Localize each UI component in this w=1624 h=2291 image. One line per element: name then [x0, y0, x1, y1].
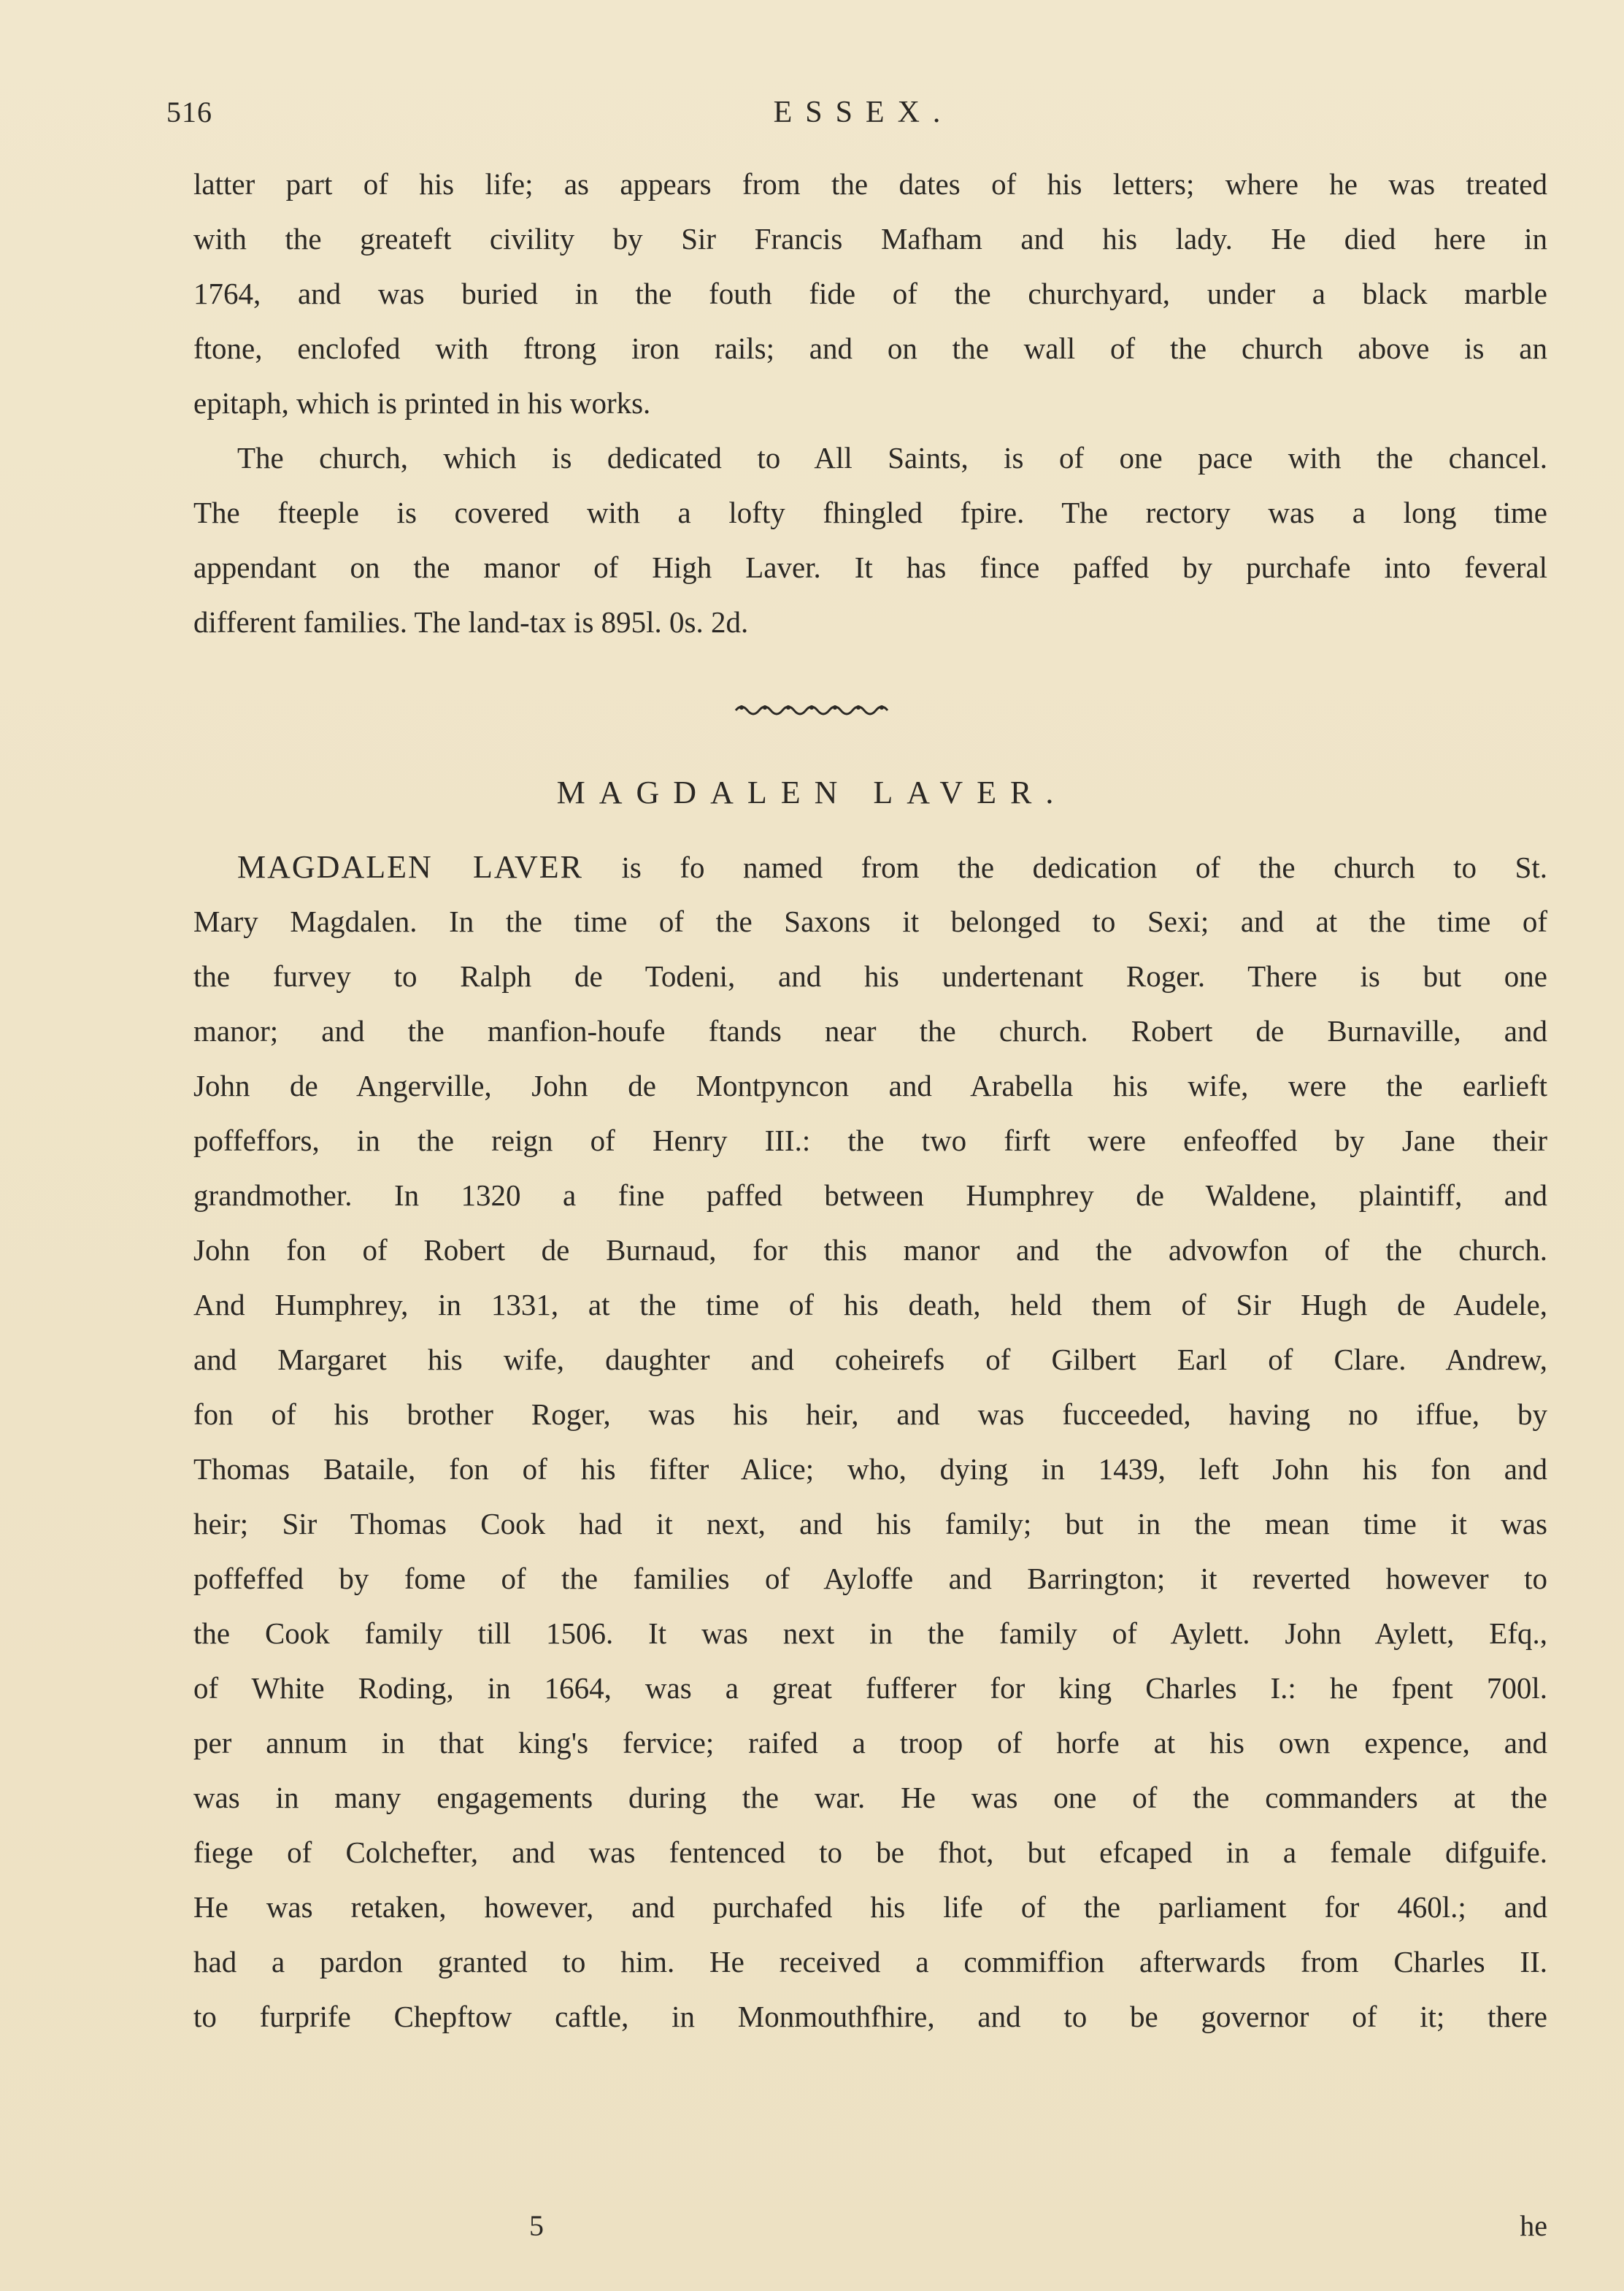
text-line: was in many engagements during the war. He was one of the commanders at the	[193, 1781, 1547, 1814]
text-line: latter part of his life; as appears from the dates of his letters; where he was treated	[193, 167, 1547, 201]
section-title: MAGDALEN LAVER.	[556, 775, 1068, 810]
section-paragraph	[193, 840, 1547, 2044]
printer-ornament-icon	[732, 697, 893, 719]
text-line: fon of his brother Roger, was his heir, and was fucceeded, having no iffue, by	[193, 1397, 1547, 1431]
text-line: the Cook family till 1506. It was next in the family of Aylett. John Aylett, Efq.,	[193, 1616, 1547, 1650]
text-line: manor; and the manfion-houfe ftands near the church. Robert de Burnaville, and	[193, 1014, 1547, 1048]
text-line-rest: is fo named from the dedication of the church to St.	[583, 851, 1548, 884]
text-line: epitaph, which is printed in his works.	[193, 386, 651, 420]
text-line: fiege of Colchefter, and was fentenced to be fhot, but efcaped in a female difguife.	[193, 1835, 1547, 1869]
text-line: appendant on the manor of High Laver. It has fince paffed by purchafe into feveral	[193, 550, 1547, 584]
text-line: Mary Magdalen. In the time of the Saxons it belonged to Sexi; and at the time of	[193, 905, 1547, 938]
text-line: The fteeple is covered with a lofty fhingled fpire. The rectory was a long time	[193, 496, 1547, 529]
text-line: He was retaken, however, and purchafed his life of the parliament for 460l.; and	[193, 1890, 1547, 1924]
text-line	[193, 840, 1547, 894]
running-head: ESSEX.	[773, 96, 954, 129]
text-line: different families. The land-tax is 895l. 0s. 2d.	[193, 605, 749, 639]
page-footer	[193, 2209, 1547, 2252]
text-line: of White Roding, in 1664, was a great fufferer for king Charles I.: he fpent 700l.	[193, 1671, 1547, 1705]
text-line: ftone, enclofed with ftrong iron rails; and on the wall of the church above is an	[193, 331, 1547, 365]
section-ornament	[0, 697, 1624, 723]
text-line: to furprife Chepftow caftle, in Monmouthfhire, and to be governor of it; there	[193, 2000, 1547, 2033]
signature-mark: 5	[529, 2209, 544, 2242]
text-line: per annum in that king's fervice; raifed a troop of horfe at his own expence, and	[193, 1726, 1547, 1759]
text-line: poffeffed by fome of the families of Ayloffe and Barrington; it reverted however to	[193, 1562, 1547, 1595]
text-line: John fon of Robert de Burnaud, for this manor and the advowfon of the church.	[193, 1233, 1547, 1267]
text-line: poffeffors, in the reign of Henry III.: the two firft were enfeoffed by Jane their	[193, 1124, 1547, 1157]
page-header	[166, 95, 1539, 139]
text-line: And Humphrey, in 1331, at the time of his death, held them of Sir Hugh de Audele,	[193, 1288, 1547, 1321]
text-line: the furvey to Ralph de Todeni, and his undertenant Roger. There is but one	[193, 959, 1547, 993]
text-line: and Margaret his wife, daughter and coheirefs of Gilbert Earl of Clare. Andrew,	[193, 1343, 1547, 1376]
text-line: grandmother. In 1320 a fine paffed between Humphrey de Waldene, plaintiff, and	[193, 1178, 1547, 1212]
text-line: Thomas Bataile, fon of his fifter Alice; who, dying in 1439, left John his fon and	[193, 1452, 1547, 1486]
catchword: he	[1520, 2209, 1547, 2242]
text-line: John de Angerville, John de Montpyncon and Arabella his wife, were the earlieft	[193, 1069, 1547, 1102]
text-line: heir; Sir Thomas Cook had it next, and his family; but in the mean time it was	[193, 1507, 1547, 1540]
text-line: The church, which is dedicated to All Saints, is of one pace with the chancel.	[237, 441, 1547, 475]
text-line: had a pardon granted to him. He received a commiffion afterwards from Charles II.	[193, 1945, 1547, 1979]
intro-paragraphs	[193, 157, 1547, 650]
section-lead: MAGDALEN LAVER	[237, 849, 583, 885]
text-line: 1764, and was buried in the fouth fide of the churchyard, under a black marble	[193, 277, 1547, 310]
page-number: 516	[166, 96, 212, 128]
text-line: with the greateft civility by Sir Francis Mafham and his lady. He died here in	[193, 222, 1547, 256]
